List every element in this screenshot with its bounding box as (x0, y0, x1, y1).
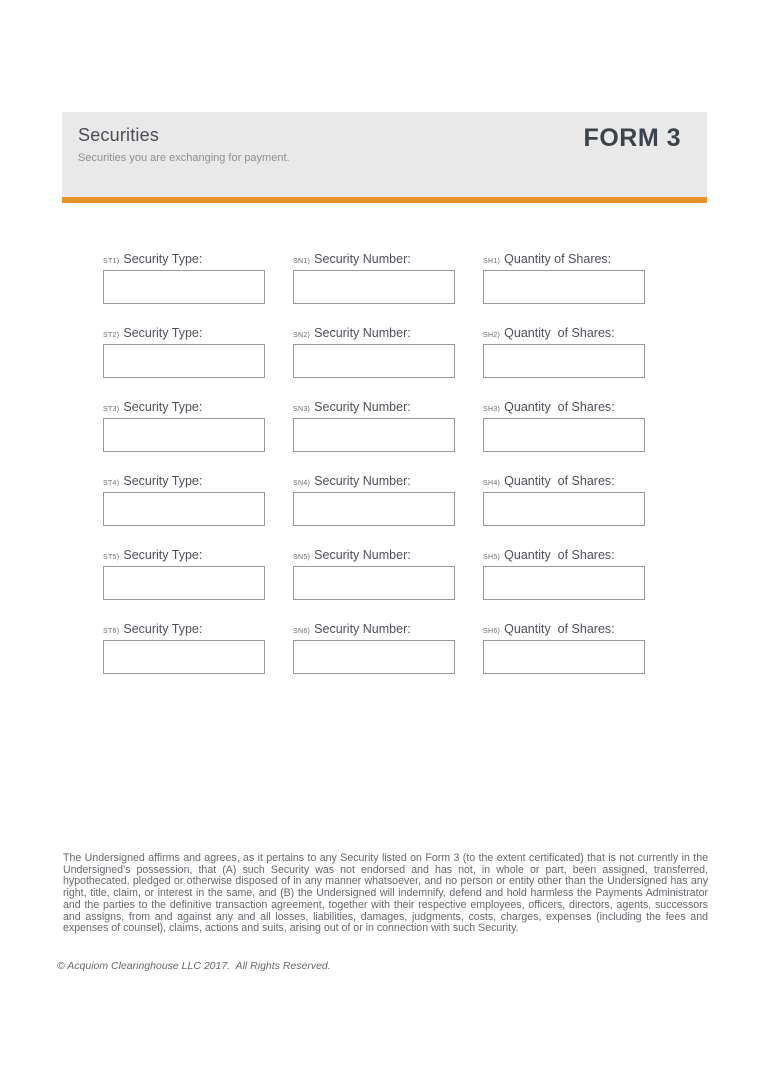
security-number-field-1 (293, 252, 447, 304)
security-number-input-6[interactable] (293, 640, 455, 674)
security-number-field-4 (293, 474, 447, 526)
field-label-security-type-2: Security Type: (123, 326, 203, 340)
security-type-input-6[interactable] (103, 640, 265, 674)
field-label-quantity-of-shares-6: Quantity of Shares: (504, 622, 615, 636)
security-type-field-3 (103, 400, 257, 452)
security-number-field-2 (293, 326, 447, 378)
securities-fields-grid (103, 252, 637, 674)
quantity-of-shares-input-3[interactable] (483, 418, 645, 452)
security-number-field-6 (293, 622, 447, 674)
security-type-field-4 (103, 474, 257, 526)
copyright-notice: © Acquiom Clearinghouse LLC 2017. All Rights Reserved. (57, 960, 331, 972)
security-number-input-4[interactable] (293, 492, 455, 526)
page-subtitle: Securities you are exchanging for payment. (78, 152, 290, 164)
security-type-field-5 (103, 548, 257, 600)
quantity-of-shares-field-3 (483, 400, 637, 452)
legal-affirmation-text: The Undersigned affirms and agrees, as it pertains to any Security listed on Form 3 (to the extent certificated) that is not currently in the Undersigned's possession, that (A) such Security was not endorsed and has not, in whole or part, been assigned, transferred, hypothecated, pledged or otherwise disposed of in any manner whatsoever, and no person or entity other than the Undersigned has any right, title, claim, or interest in the same, and (B) the Undersigned will indemnify, defend and hold harmless the Payments Administrator and the parties to the definitive transaction agreement, together with their respective employees, officers, directors, agents, successors and assigns, from and against any and all losses, liabilities, damages, judgments, costs, charges, expenses (including the fees and expenses of counsel), claims, actions and suits, arising out of or in connection with such Security. (63, 852, 708, 935)
field-prefix-sh6: SH6) (483, 628, 501, 635)
form-header (62, 112, 707, 203)
field-label-security-number-4: Security Number: (314, 474, 411, 488)
field-label-security-number-2: Security Number: (314, 326, 411, 340)
quantity-of-shares-input-1[interactable] (483, 270, 645, 304)
field-prefix-st4: ST4) (103, 480, 120, 487)
security-number-input-5[interactable] (293, 566, 455, 600)
header-title-block (62, 112, 290, 164)
quantity-of-shares-field-5 (483, 548, 637, 600)
field-prefix-sn6: SN6) (293, 628, 311, 635)
security-type-field-1 (103, 252, 257, 304)
security-type-input-4[interactable] (103, 492, 265, 526)
security-type-input-2[interactable] (103, 344, 265, 378)
security-type-field-6 (103, 622, 257, 674)
field-label-security-number-1: Security Number: (314, 252, 411, 266)
field-prefix-sh2: SH2) (483, 332, 501, 339)
field-prefix-st2: ST2) (103, 332, 120, 339)
field-label-quantity-of-shares-1: Quantity of Shares: (504, 252, 612, 266)
field-label-security-number-5: Security Number: (314, 548, 411, 562)
security-number-input-1[interactable] (293, 270, 455, 304)
security-type-field-2 (103, 326, 257, 378)
field-prefix-sh5: SH5) (483, 554, 501, 561)
field-prefix-sh4: SH4) (483, 480, 501, 487)
quantity-of-shares-input-2[interactable] (483, 344, 645, 378)
field-label-security-type-3: Security Type: (123, 400, 203, 414)
field-label-quantity-of-shares-4: Quantity of Shares: (504, 474, 615, 488)
quantity-of-shares-field-6 (483, 622, 637, 674)
field-label-security-number-6: Security Number: (314, 622, 411, 636)
quantity-of-shares-input-5[interactable] (483, 566, 645, 600)
field-prefix-st6: ST6) (103, 628, 120, 635)
field-label-quantity-of-shares-5: Quantity of Shares: (504, 548, 615, 562)
security-number-field-5 (293, 548, 447, 600)
field-prefix-sn4: SN4) (293, 480, 311, 487)
quantity-of-shares-field-1 (483, 252, 637, 304)
quantity-of-shares-input-6[interactable] (483, 640, 645, 674)
security-number-field-3 (293, 400, 447, 452)
field-prefix-st5: ST5) (103, 554, 120, 561)
field-label-quantity-of-shares-3: Quantity of Shares: (504, 400, 615, 414)
field-prefix-sn3: SN3) (293, 406, 311, 413)
security-type-input-5[interactable] (103, 566, 265, 600)
field-prefix-sn2: SN2) (293, 332, 311, 339)
quantity-of-shares-field-2 (483, 326, 637, 378)
page-title: Securities (78, 125, 160, 145)
security-number-input-3[interactable] (293, 418, 455, 452)
field-label-security-type-4: Security Type: (123, 474, 203, 488)
security-type-input-3[interactable] (103, 418, 265, 452)
field-label-security-type-1: Security Type: (123, 252, 203, 266)
quantity-of-shares-input-4[interactable] (483, 492, 645, 526)
field-label-quantity-of-shares-2: Quantity of Shares: (504, 326, 615, 340)
field-prefix-st1: ST1) (103, 258, 120, 265)
field-prefix-sh3: SH3) (483, 406, 501, 413)
security-number-input-2[interactable] (293, 344, 455, 378)
field-label-security-number-3: Security Number: (314, 400, 411, 414)
form-number-label: FORM 3 (583, 124, 681, 152)
security-type-input-1[interactable] (103, 270, 265, 304)
field-prefix-sh1: SH1) (483, 258, 501, 265)
field-label-security-type-6: Security Type: (123, 622, 203, 636)
field-prefix-st3: ST3) (103, 406, 120, 413)
field-prefix-sn1: SN1) (293, 258, 311, 265)
field-prefix-sn5: SN5) (293, 554, 311, 561)
quantity-of-shares-field-4 (483, 474, 637, 526)
field-label-security-type-5: Security Type: (123, 548, 203, 562)
